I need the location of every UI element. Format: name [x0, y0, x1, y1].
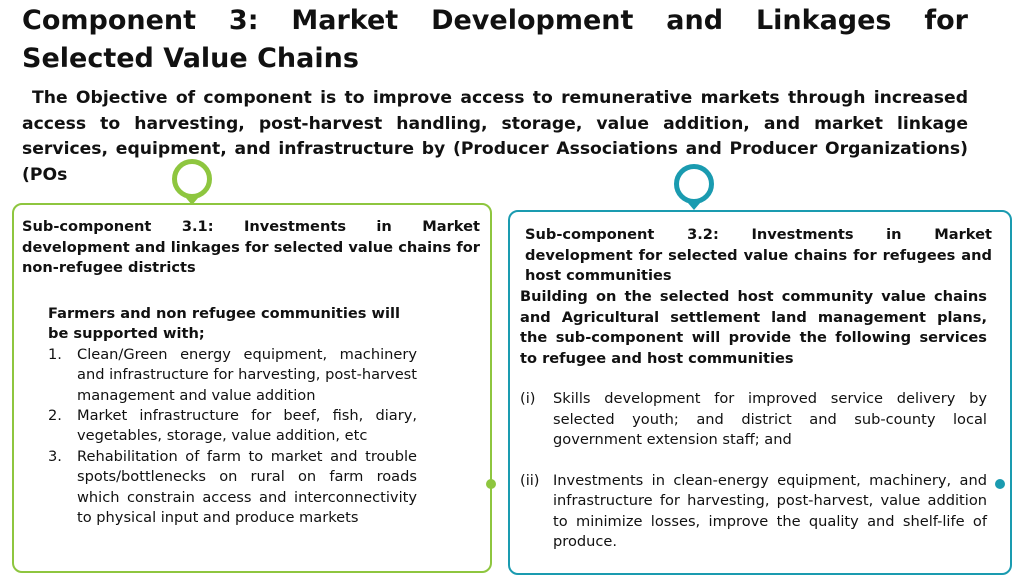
list-item: [48, 345, 417, 406]
list-item-text: Clean/Green energy equipment, machinery and infrastructure for harvesting, post-harvest management and value addition: [77, 345, 417, 404]
right-intro: Building on the selected host community value chains and Agricultural settlement land management plans, the sub-component will provide the following services to refugee and host communities: [520, 288, 987, 367]
right-list: [520, 389, 987, 553]
sub-component-3-1-body: [48, 304, 417, 528]
sub-component-3-2-heading: Sub-component 3.2: Investments in Market development for selected value chains for refugees and host communities: [525, 226, 992, 284]
list-item-number: 2.: [48, 407, 62, 425]
left-intro: Farmers and non refugee communities will be supported with;: [48, 305, 401, 343]
objective-text: The Objective of component is to improve access to remunerative markets through increased access to harvesting, post-harvest handling, storage, value addition, and market linkage services, equipment, and infrastructure by (Producer Associations and Producer Organizations) (POs: [22, 88, 968, 185]
green-ring-icon: [172, 159, 212, 199]
left-list: [48, 345, 417, 529]
teal-pointer-icon: [688, 203, 700, 210]
list-item-text: Skills development for improved service delivery by selected youth; and district and sub-county local government extension staff; and: [553, 390, 987, 448]
page-title: Component 3: Market Development and Linkages for Selected Value Chains: [22, 5, 968, 74]
list-item-text: Investments in clean-energy equipment, machinery, and infrastructure for harvesting, post-harvest, value addition to minimize losses, improve the quality and shelf-life of produce.: [553, 471, 987, 550]
green-dot-icon: [486, 479, 496, 489]
list-item: [520, 471, 987, 553]
list-item-number: (i): [520, 390, 536, 407]
list-item-text: Rehabilitation of farm to market and trouble spots/bottlenecks on rural on farm roads which constrain access and interconnectivity to physical input and produce markets: [77, 447, 417, 527]
list-item-number: (ii): [520, 471, 540, 489]
list-item: [48, 406, 417, 447]
green-pointer-icon: [186, 198, 198, 205]
teal-dot-icon: [995, 479, 1005, 489]
sub-component-3-1-heading: Sub-component 3.1: Investments in Market development and linkages for selected value chains for non-refugee districts: [22, 218, 480, 276]
list-item-number: 3.: [48, 447, 62, 465]
list-item: [520, 389, 987, 451]
list-item: [48, 447, 417, 529]
sub-component-3-2-body: [520, 287, 987, 573]
list-item-number: 1.: [48, 345, 62, 363]
teal-ring-icon: [674, 164, 714, 204]
list-item-text: Market infrastructure for beef, fish, diary, vegetables, storage, value addition, etc: [77, 407, 417, 445]
